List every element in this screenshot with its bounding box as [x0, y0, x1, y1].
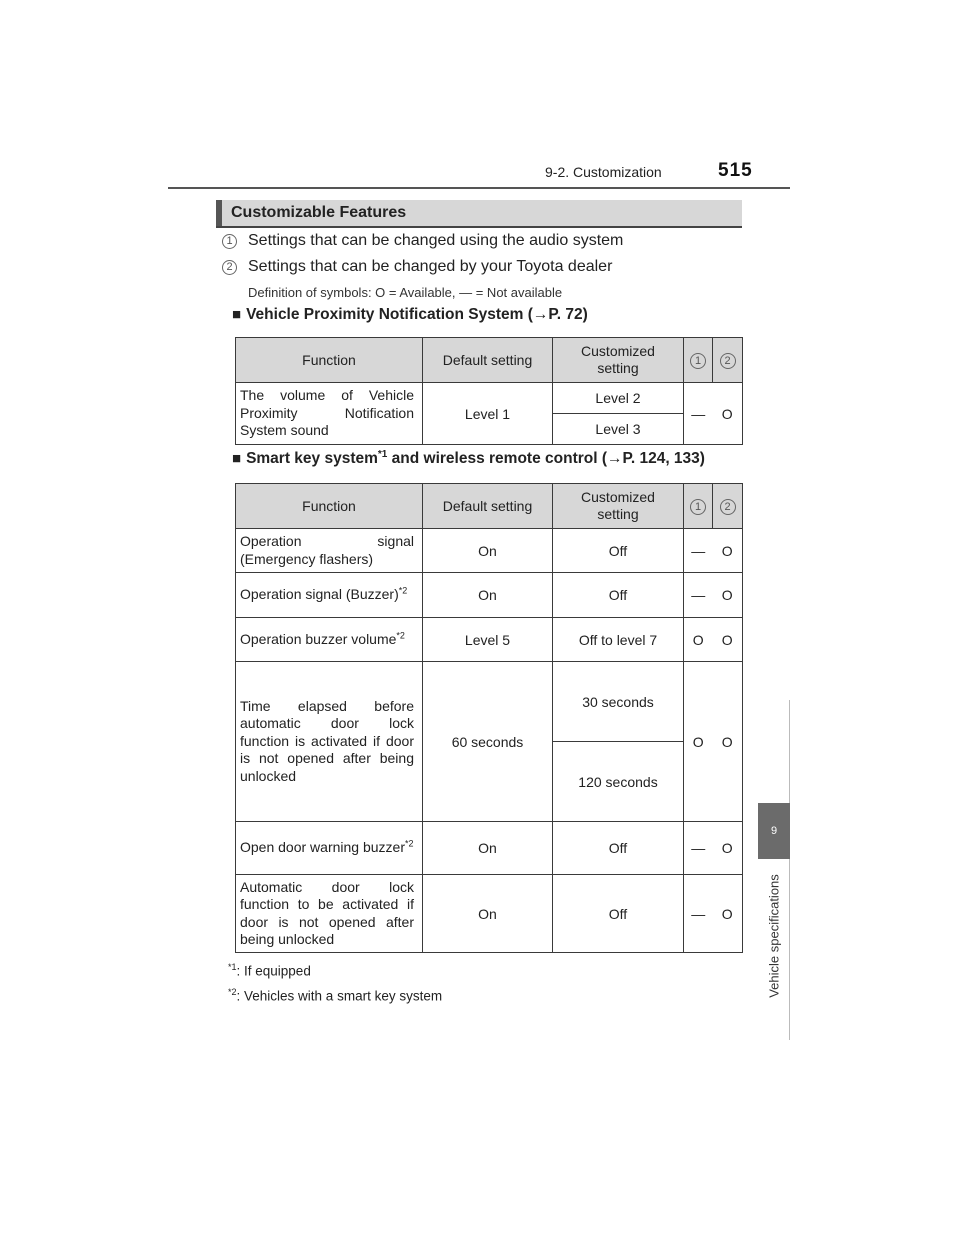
avail-1-cell: — [684, 822, 713, 875]
header-col1 [684, 484, 713, 529]
section-breadcrumb: 9-2. Customization [545, 164, 662, 180]
chapter-label-text: Vehicle specifications [766, 874, 782, 998]
table2-heading-text-a: Smart key system [246, 450, 378, 468]
chapter-label [758, 866, 790, 1006]
avail-1-cell: — [684, 383, 713, 445]
avail-2-cell: O [713, 875, 743, 953]
function-cell: Operation signal (Buzzer)$^{*2}$ [236, 573, 423, 618]
table-row [236, 662, 743, 742]
circle-2-icon: 2 [222, 260, 237, 275]
avail-2-cell: O [713, 383, 743, 445]
header-col2 [713, 338, 743, 383]
page-number: 515 [718, 160, 753, 181]
header-divider [168, 187, 790, 189]
customized-cell: Level 2 [553, 383, 684, 414]
customized-cell: Off [553, 573, 684, 618]
symbol-definition: Definition of symbols: O = Available, — = Not available [248, 285, 563, 300]
footnote-1 [228, 962, 311, 979]
function-cell: The volume of Vehicle Proximity Notification System sound [236, 383, 423, 445]
footnote-mark: *1 [228, 962, 237, 972]
section-bar-marker [216, 200, 222, 226]
legend-item-audio [222, 232, 623, 250]
default-cell: 60 seconds [423, 662, 553, 822]
customized-cell: Off to level 7 [553, 618, 684, 662]
table-row [236, 618, 743, 662]
default-cell: On [423, 875, 553, 953]
table-row [236, 875, 743, 953]
avail-2-cell: O [713, 662, 743, 822]
header-default: Default setting [423, 338, 553, 383]
avail-2-cell: O [713, 529, 743, 573]
circle-2-icon: 2 [720, 353, 736, 369]
avail-1-cell: — [684, 529, 713, 573]
table-row [236, 383, 743, 414]
default-cell: Level 1 [423, 383, 553, 445]
avail-1-cell: O [684, 662, 713, 822]
function-cell: Open door warning buzzer$^{*2}$ [236, 822, 423, 875]
function-cell: Operation signal (Emergency flashers) [236, 529, 423, 573]
header-col1 [684, 338, 713, 383]
default-cell: On [423, 822, 553, 875]
table2-heading-text-b: and wireless remote control (→P. 124, 133) [387, 450, 705, 468]
avail-1-cell: — [684, 573, 713, 618]
chapter-tab [758, 803, 790, 859]
section-title-bar [216, 200, 742, 228]
footnote-text: : If equipped [236, 963, 311, 979]
default-cell: On [423, 573, 553, 618]
footnote-ref: *2 [405, 838, 414, 849]
footnote-ref: *2 [396, 630, 405, 641]
table2-heading [232, 449, 705, 468]
function-cell: Operation buzzer volume$^{*2}$ [236, 618, 423, 662]
square-bullet-icon: ■ [232, 450, 242, 468]
header-function: Function [236, 484, 423, 529]
avail-2-cell: O [713, 573, 743, 618]
header-default: Default setting [423, 484, 553, 529]
footnote-2 [228, 987, 442, 1004]
table-header-row [236, 484, 743, 529]
footnote-mark: *2 [228, 987, 237, 997]
default-cell: Level 5 [423, 618, 553, 662]
header-function: Function [236, 338, 423, 383]
section-title: Customizable Features [231, 204, 407, 221]
footnote-ref: *1 [377, 449, 388, 460]
avail-1-cell: O [684, 618, 713, 662]
function-cell: Automatic door lock function to be activated if door is not opened after being unlocked [236, 875, 423, 953]
table-row [236, 822, 743, 875]
circle-1-icon: 1 [690, 499, 706, 515]
customized-cell: Off [553, 875, 684, 953]
table-header-row [236, 338, 743, 383]
header-col2 [713, 484, 743, 529]
circle-1-icon: 1 [690, 353, 706, 369]
table1-heading-text: Vehicle Proximity Notification System (→P. 72) [246, 306, 588, 323]
footnote-text: : Vehicles with a smart key system [236, 988, 443, 1004]
table1-heading [232, 306, 588, 324]
header-customized: Customized setting [553, 338, 684, 383]
avail-2-cell: O [713, 822, 743, 875]
default-cell: On [423, 529, 553, 573]
circle-2-icon: 2 [720, 499, 736, 515]
chapter-number: 9 [770, 825, 778, 837]
function-cell: Time elapsed before automatic door lock function is activated if door is not opened after being unlocked [236, 662, 423, 822]
square-bullet-icon: ■ [232, 306, 242, 323]
customized-cell: Off [553, 822, 684, 875]
table-row [236, 529, 743, 573]
legend-text: Settings that can be changed using the audio system [248, 232, 624, 249]
customized-cell: Off [553, 529, 684, 573]
table-smart-key [235, 483, 743, 953]
customized-cell: Level 3 [553, 414, 684, 445]
table-row [236, 573, 743, 618]
footnote-ref: *2 [398, 585, 408, 596]
avail-2-cell: O [713, 618, 743, 662]
table-proximity-notification [235, 337, 743, 445]
circle-1-icon: 1 [222, 234, 237, 249]
avail-1-cell: — [684, 875, 713, 953]
header-customized: Customized setting [553, 484, 684, 529]
legend-text: Settings that can be changed by your Toyota dealer [248, 258, 613, 275]
legend-item-dealer [222, 258, 612, 276]
customized-cell: 120 seconds [553, 742, 684, 822]
customized-cell: 30 seconds [553, 662, 684, 742]
